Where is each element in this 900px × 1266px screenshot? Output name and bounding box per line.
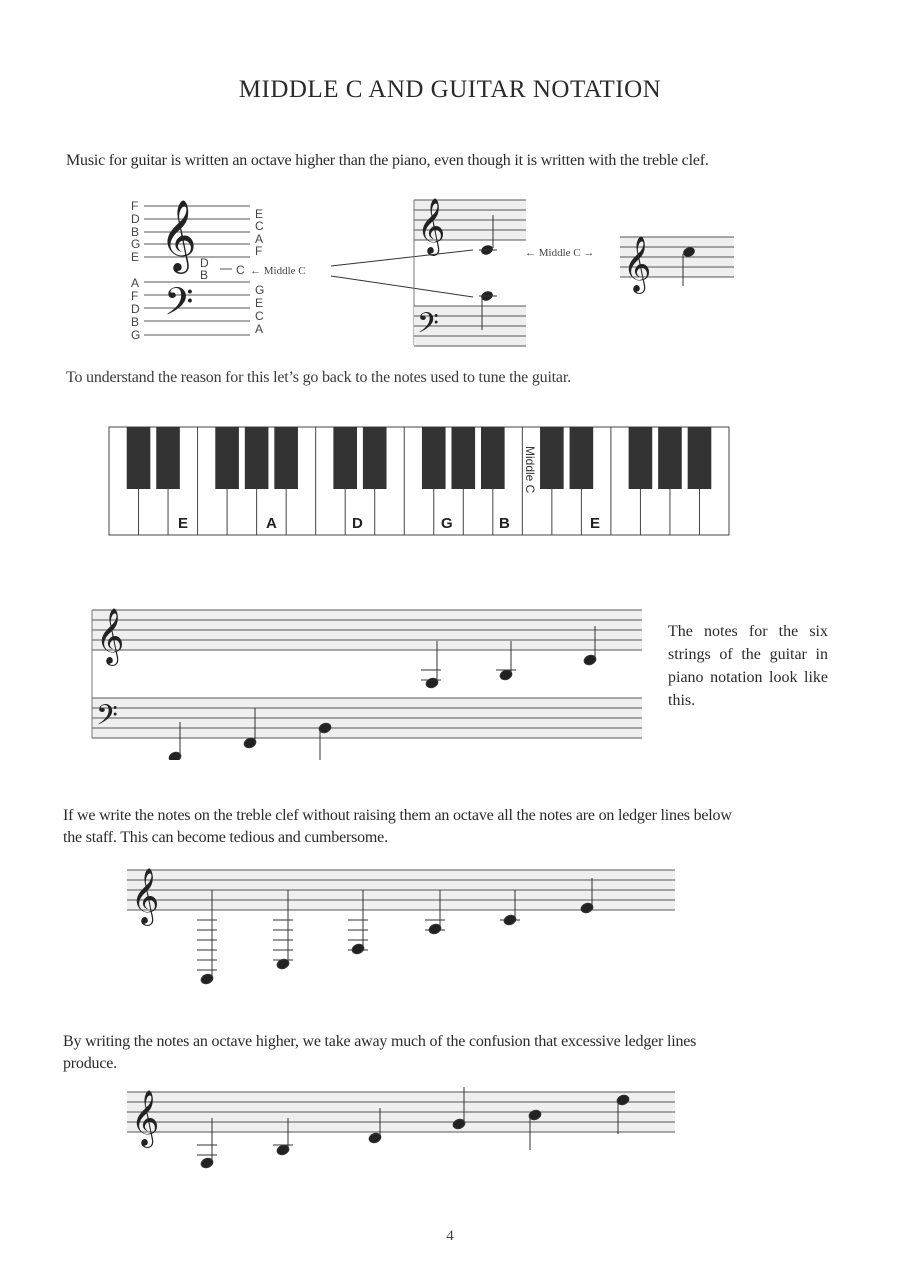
bass-clef-icon: 𝄢 bbox=[164, 281, 194, 332]
note-label: B bbox=[131, 225, 140, 239]
black-key bbox=[570, 427, 594, 489]
bass-clef-icon: 𝄢 bbox=[417, 309, 439, 346]
black-key bbox=[215, 427, 239, 489]
piano-keyboard bbox=[108, 426, 733, 538]
treble-clef-icon: 𝄞 bbox=[623, 238, 652, 291]
note-label: F bbox=[255, 244, 263, 258]
note-label: C bbox=[255, 309, 264, 323]
piano-notation-description: The notes for the six strings of the guitar in piano notation look like this. bbox=[668, 623, 828, 709]
note-label: E bbox=[255, 207, 264, 221]
intro-paragraph: Music for guitar is written an octave higher than the piano, even though it is written with the treble clef. bbox=[66, 152, 709, 169]
middle-c-note-label: C bbox=[236, 263, 245, 277]
treble-clef-icon: 𝄞 bbox=[96, 610, 125, 663]
page-number: 4 bbox=[446, 1228, 454, 1244]
middle-c-label: ← Middle C bbox=[250, 265, 306, 277]
note-label: B bbox=[200, 268, 209, 282]
note-label: A bbox=[255, 232, 264, 246]
black-key bbox=[363, 427, 387, 489]
treble-clef-icon: 𝄞 bbox=[131, 1092, 160, 1145]
ledger-paragraph-line1: If we write the notes on the treble clef without raising them an octave all the notes are on ledger lines below bbox=[63, 807, 732, 824]
note-label: D bbox=[131, 212, 140, 226]
note-label: G bbox=[131, 328, 141, 342]
note-label: C bbox=[255, 219, 264, 233]
key-label: D bbox=[352, 515, 363, 532]
note-label: B bbox=[131, 315, 140, 329]
note-label: G bbox=[131, 237, 141, 251]
treble-clef-icon: 𝄞 bbox=[131, 870, 160, 923]
key-label: A bbox=[266, 515, 277, 532]
note-label: F bbox=[131, 199, 139, 213]
key-label: B bbox=[499, 515, 510, 532]
note-label: E bbox=[255, 296, 264, 310]
treble-clef-icon: 𝄞 bbox=[417, 200, 446, 253]
reason-paragraph: To understand the reason for this let’s go back to the notes used to tune the guitar. bbox=[66, 369, 571, 386]
treble-clef-icon: 𝄞 bbox=[160, 202, 197, 270]
key-label: E bbox=[178, 515, 189, 532]
black-key bbox=[245, 427, 269, 489]
black-key bbox=[481, 427, 505, 489]
key-label: E bbox=[590, 515, 601, 532]
octave-higher-staff bbox=[125, 1082, 685, 1177]
middle-c-arrow-label: ← Middle C → bbox=[525, 247, 595, 259]
black-key bbox=[274, 427, 298, 489]
bass-clef-icon: 𝄢 bbox=[96, 700, 118, 738]
black-key bbox=[451, 427, 475, 489]
grand-staff-diagram bbox=[120, 190, 360, 350]
piano-notation-staff bbox=[88, 600, 648, 760]
black-key bbox=[540, 427, 564, 489]
note-label: E bbox=[131, 250, 140, 264]
middle-c-key-label: Middle C bbox=[523, 446, 537, 494]
middle-c-comparison-diagram bbox=[325, 190, 745, 350]
note-label: A bbox=[255, 322, 264, 336]
note-label: A bbox=[131, 276, 140, 290]
note-label: D bbox=[131, 302, 140, 316]
black-key bbox=[127, 427, 151, 489]
note-label: G bbox=[255, 283, 265, 297]
ledger-lines-staff bbox=[125, 865, 685, 990]
guitar-treble-staff bbox=[620, 237, 734, 294]
black-key bbox=[688, 427, 712, 489]
note-label: D bbox=[200, 256, 209, 270]
ledger-paragraph-line2: the staff. This can become tedious and cumbersome. bbox=[63, 829, 388, 846]
key-label: G bbox=[441, 515, 453, 532]
black-key bbox=[658, 427, 682, 489]
black-key bbox=[629, 427, 653, 489]
bass-staff-fragment bbox=[414, 290, 526, 346]
black-key bbox=[333, 427, 357, 489]
black-key bbox=[422, 427, 446, 489]
page-title: MIDDLE C AND GUITAR NOTATION bbox=[238, 76, 662, 103]
black-key bbox=[156, 427, 180, 489]
octave-paragraph-line2: produce. bbox=[63, 1055, 117, 1072]
octave-paragraph-line1: By writing the notes an octave higher, we take away much of the confusion that excessive ledger lines bbox=[63, 1033, 697, 1050]
note-label: F bbox=[131, 289, 139, 303]
